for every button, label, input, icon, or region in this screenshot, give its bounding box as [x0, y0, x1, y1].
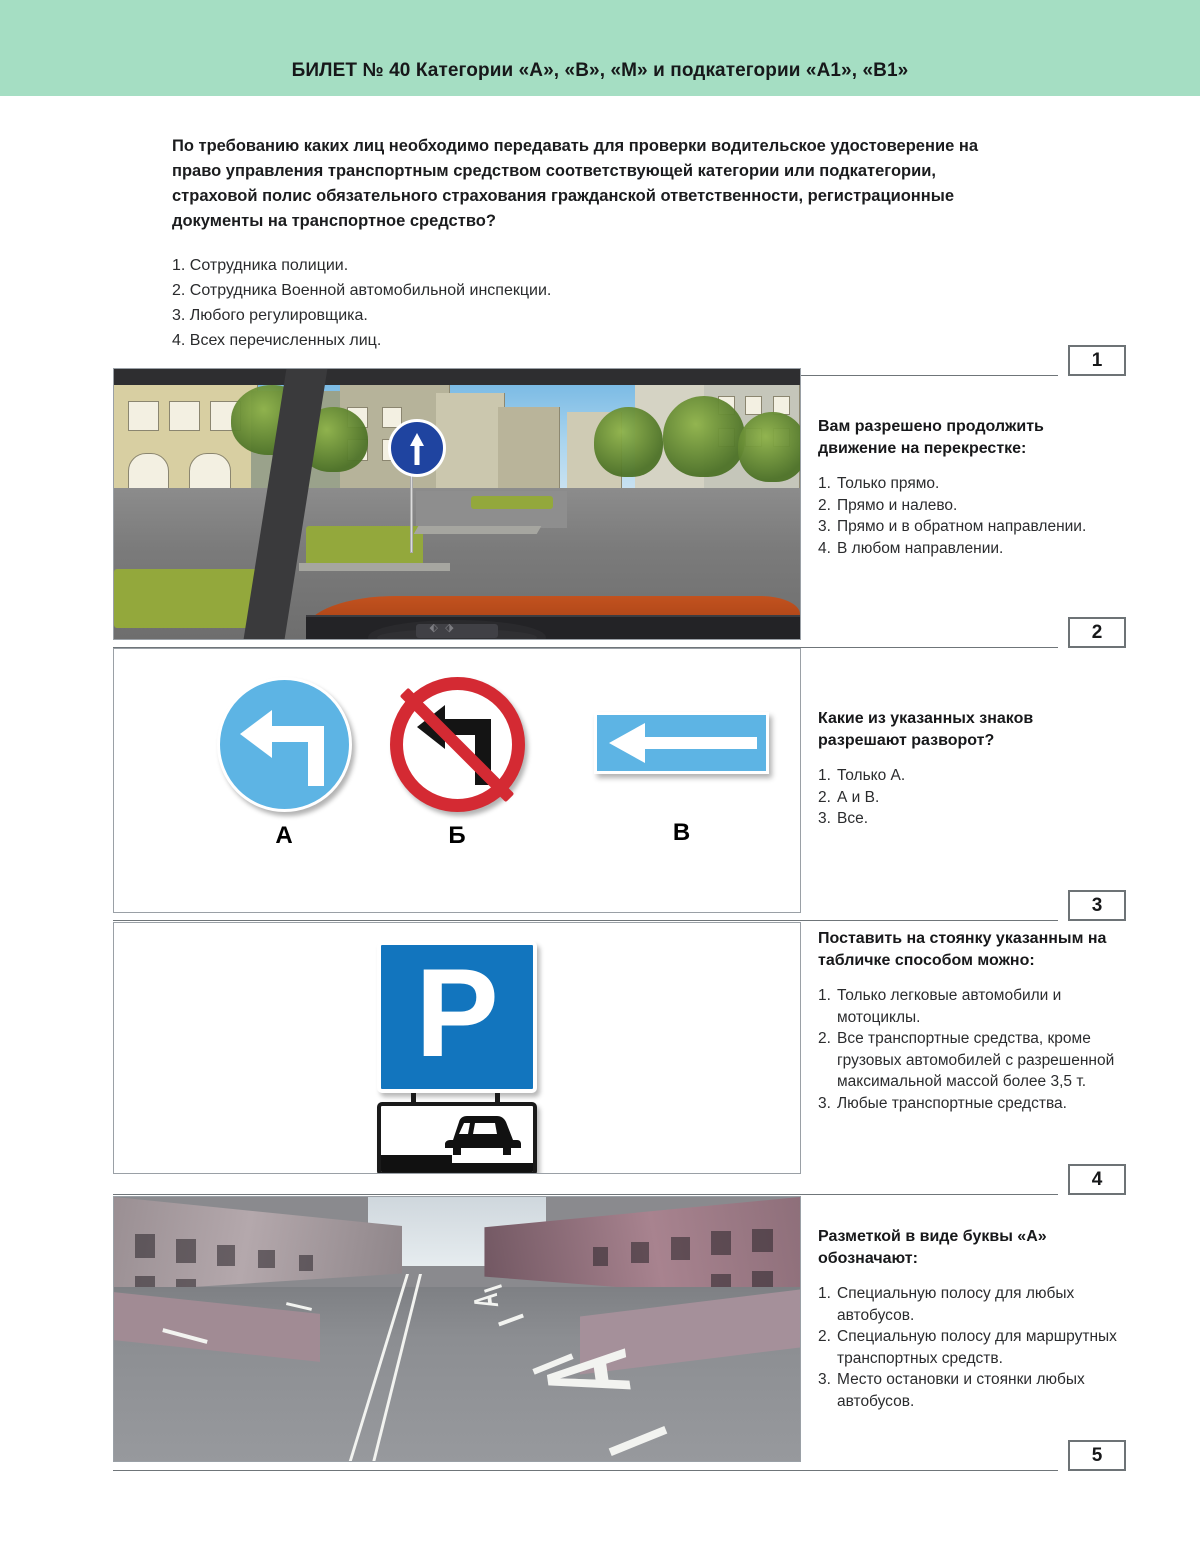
- answer-number: 3.: [818, 810, 831, 827]
- answer-option[interactable]: [818, 1093, 1118, 1115]
- answer-text: Только А.: [837, 767, 906, 784]
- media-panel-road-photo: [113, 1196, 801, 1462]
- divider-rule-4: [113, 1194, 1058, 1195]
- answer-option[interactable]: [818, 1369, 1118, 1412]
- window: [135, 1234, 156, 1258]
- left-arrow-icon: [597, 715, 766, 771]
- car-on-kerb-icon: [437, 1110, 525, 1158]
- answer-text: Все.: [837, 810, 869, 827]
- dashboard-arrows-icon: ⬖ ⬗: [429, 621, 456, 634]
- parking-letter: P: [415, 944, 499, 1083]
- answer-text: В любом направлении.: [837, 539, 1004, 557]
- steering-wheel-hub: [416, 624, 498, 638]
- bus-lane-photo: [114, 1197, 800, 1461]
- answer-text: Специальную полосу для маршрутных транспортных средств.: [837, 1328, 1117, 1367]
- window: [217, 1245, 235, 1266]
- turn-left-mandatory-sign: [217, 677, 352, 812]
- answer-number: 2.: [818, 1328, 831, 1345]
- answer-text: Все транспортные средства, кроме грузовых автомобилей с разрешенной максимальной массой более 3,5 т.: [837, 1030, 1115, 1090]
- intro-answer-1[interactable]: 1. Сотрудника полиции.: [172, 257, 349, 274]
- answer-text: Место остановки и стоянки любых автобусов.: [837, 1371, 1085, 1410]
- window: [176, 1239, 197, 1263]
- answer-number: 4.: [818, 539, 831, 557]
- answer-text: Только прямо.: [837, 475, 940, 492]
- media-panel-street-photo: [113, 368, 801, 640]
- grass-island: [306, 526, 423, 569]
- window: [593, 1247, 608, 1265]
- car-roof-edge: [114, 369, 800, 385]
- answer-list: [818, 1283, 1118, 1412]
- answer-list: [818, 765, 1118, 830]
- answer-option[interactable]: [818, 516, 1118, 538]
- answer-option[interactable]: [818, 765, 1118, 787]
- one-way-left-sign: [594, 712, 769, 774]
- answer-option[interactable]: [818, 985, 1118, 1028]
- question-number-2: 2: [1068, 617, 1126, 648]
- window: [169, 401, 200, 431]
- question-number-3: 3: [1068, 890, 1126, 921]
- media-panel-signs: [113, 648, 801, 913]
- question-row-4: [0, 922, 1200, 1174]
- page-title: БИЛЕТ № 40 Категории «А», «В», «М» и подкатегории «А1», «В1»: [291, 60, 909, 81]
- answer-list: [818, 985, 1118, 1114]
- question-number-4: 4: [1068, 1164, 1126, 1195]
- divider-rule-5: [113, 1470, 1058, 1471]
- kerb: [413, 526, 541, 534]
- answer-option[interactable]: [818, 1326, 1118, 1369]
- intro-answer-3[interactable]: 3. Любого регулировщика.: [172, 307, 368, 324]
- window: [745, 396, 762, 415]
- answer-list: [818, 473, 1118, 559]
- question-text-2: [818, 416, 1118, 559]
- window: [631, 1242, 649, 1263]
- turn-left-arrow-icon: [236, 702, 332, 788]
- road-marking-letter-A-far: A: [468, 1291, 507, 1311]
- question-row-3: [0, 648, 1200, 913]
- connector: [495, 1093, 500, 1102]
- window: [711, 1231, 732, 1255]
- answer-option[interactable]: [818, 473, 1118, 495]
- answer-text: Любые транспортные средства.: [837, 1094, 1067, 1112]
- answer-option[interactable]: [818, 495, 1118, 517]
- sign-label-b: Б: [448, 822, 466, 849]
- question-title: Какие из указанных знаков разрешают разворот?: [818, 710, 1034, 749]
- window: [128, 401, 159, 431]
- sign-slot-a: [204, 677, 364, 850]
- tree: [738, 412, 800, 482]
- parking-method-plate: [377, 1102, 537, 1174]
- answer-number: 3.: [818, 1094, 831, 1112]
- answer-text: Только легковые автомобили и мотоциклы.: [837, 987, 1062, 1026]
- sign-label-a: А: [275, 822, 293, 849]
- question-text-4: [818, 928, 1118, 1114]
- answer-number: 2.: [818, 496, 831, 514]
- question-text-5: [818, 1226, 1118, 1412]
- connector: [411, 1093, 416, 1102]
- answer-number: 1.: [818, 987, 831, 1004]
- window: [299, 1255, 313, 1271]
- answer-text: А и В.: [837, 788, 880, 806]
- kerb-low: [452, 1163, 533, 1172]
- media-panel-parking-sign: [113, 922, 801, 1174]
- sign-slot-b: [377, 677, 537, 850]
- intro-answer-2[interactable]: 2. Сотрудника Военной автомобильной инспекции.: [172, 282, 552, 299]
- question-title: Вам разрешено продолжить движение на перекрестке:: [818, 418, 1044, 457]
- straight-ahead-only-sign: [388, 419, 446, 477]
- question-row-2: [0, 368, 1200, 640]
- intro-question-text: По требованию каких лиц необходимо передавать для проверки водительское удостоверение на право управления транспортным средством соответствующей категории или подкатегории, страховой полис обязательного страхования гражданской ответственности, регистрационные документы на транспортное средство?: [172, 137, 978, 230]
- parking-sign-group: [114, 923, 800, 1173]
- window: [671, 1237, 690, 1261]
- question-title: Разметкой в виде буквы «А» обозначают:: [818, 1228, 1047, 1267]
- answer-number: 3.: [818, 518, 831, 535]
- question-row-5: [0, 1196, 1200, 1462]
- question-number-1: 1: [1068, 345, 1126, 376]
- sign-slot-v: [584, 712, 779, 847]
- kerb-high: [381, 1155, 452, 1172]
- answer-option[interactable]: [818, 1028, 1118, 1093]
- building: [498, 407, 560, 496]
- intro-answer-4[interactable]: 4. Всех перечисленных лиц.: [172, 332, 382, 349]
- driver-pov-photo: [114, 369, 800, 639]
- parking-sign-stack: [367, 941, 547, 1174]
- answer-number: 1.: [818, 767, 831, 784]
- answer-option[interactable]: [818, 787, 1118, 809]
- answer-option[interactable]: [818, 1283, 1118, 1326]
- tree: [594, 407, 663, 477]
- sign-label-v: В: [672, 819, 691, 846]
- parking-sign: [377, 941, 537, 1093]
- answer-number: 2.: [818, 788, 831, 806]
- sign-connectors: [377, 1093, 537, 1102]
- answer-number: 1.: [818, 475, 831, 492]
- kerb: [299, 563, 450, 571]
- answer-number: 2.: [818, 1030, 831, 1047]
- road-marking-letter-A-near: A: [518, 1343, 656, 1406]
- window: [752, 1229, 773, 1253]
- answer-text: Прямо и в обратном направлении.: [837, 518, 1087, 535]
- question-text-3: [818, 708, 1118, 830]
- answer-option[interactable]: [818, 538, 1118, 560]
- question-number-5: 5: [1068, 1440, 1126, 1471]
- answer-option[interactable]: [818, 808, 1118, 830]
- intro-answers: [172, 253, 1022, 353]
- answer-number: 1.: [818, 1285, 831, 1302]
- building: [436, 393, 505, 501]
- answer-text: Прямо и налево.: [837, 496, 958, 514]
- answer-text: Специальную полосу для любых автобусов.: [837, 1285, 1075, 1324]
- no-left-turn-sign: [390, 677, 525, 812]
- tree: [663, 396, 745, 477]
- grass-verge: [471, 496, 553, 510]
- question-title: Поставить на стоянку указанным на табличке способом можно:: [818, 930, 1107, 969]
- answer-number: 3.: [818, 1371, 831, 1388]
- intro-question-block: [172, 134, 1022, 353]
- divider-rule-3: [113, 920, 1058, 921]
- window: [258, 1250, 274, 1268]
- signs-group: [114, 649, 800, 912]
